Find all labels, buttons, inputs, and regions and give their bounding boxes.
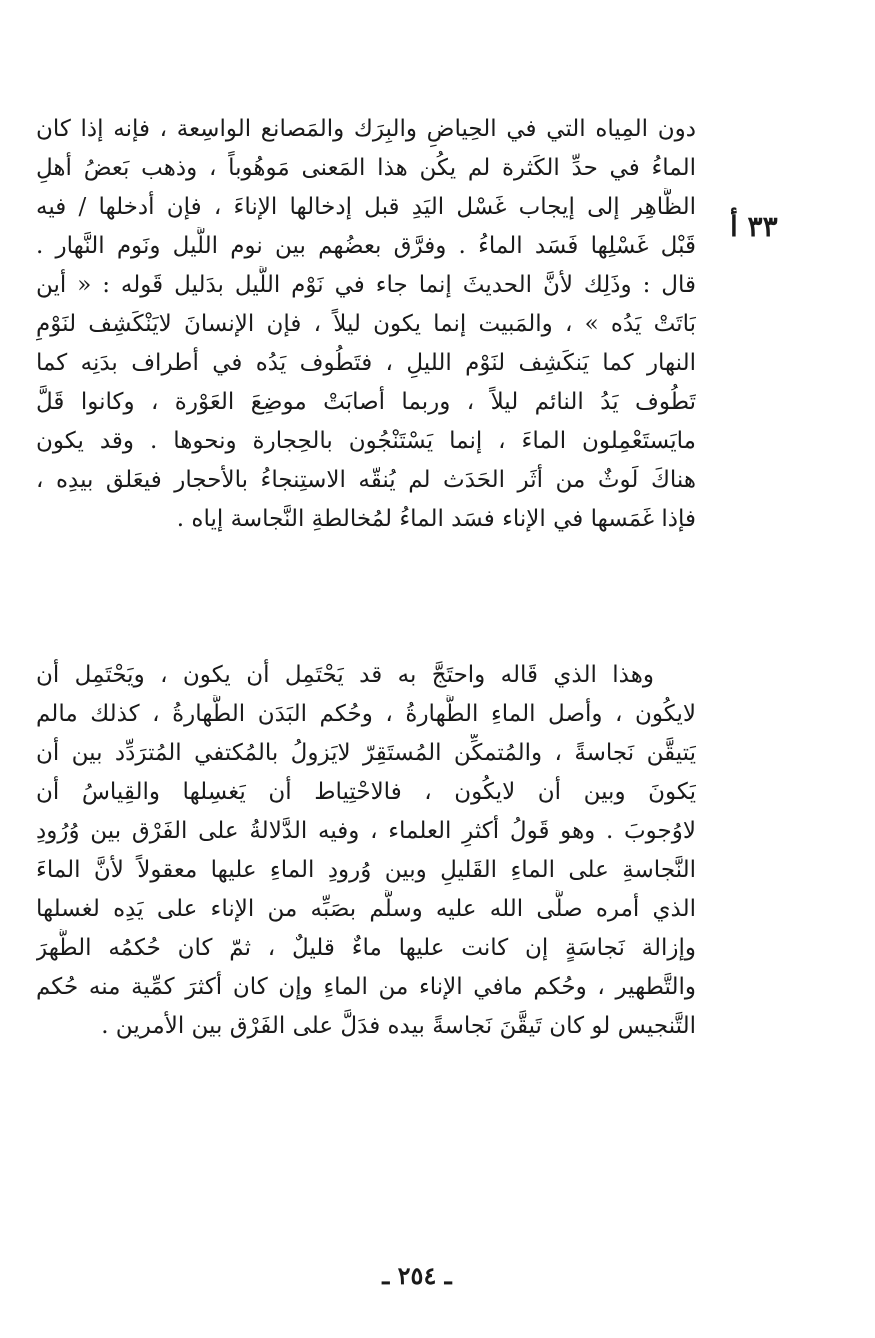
text-line: قال : وذَلِك لأنَّ الحديثَ إنما جاء في نَوْم اللَّيل بدَليل قَوله : « أين bbox=[36, 272, 696, 298]
text-line: الذي أمره صلَّى الله عليه وسلَّم بصَبِّه من الإناء على يَدِه لغسلها bbox=[36, 896, 696, 922]
text-line: والتَّطهير ، وحُكم مافي الإناء من الماءِ وإن كان أكثرَ كمِّية منه حُكم bbox=[36, 974, 696, 1000]
text-line: النَّجاسةِ على الماءِ القَليلِ وبين وُرودِ الماءِ عليها معقولاً لأنَّ الماءَ bbox=[36, 857, 696, 883]
text-line: وإزالة نَجاسَةٍ إن كانت عليها ماءٌ قليلٌ ، ثمّ كان حُكمُه الطُّهرَ bbox=[36, 935, 696, 961]
text-line: الظَّاهِر إلى إيجاب غَسْل اليَدِ قبل إدخالها الإناءَ ، فإن أدخلها / فيه bbox=[36, 194, 696, 220]
text-line: دون المِياه التي في الحِياضِ والبِرَك والمَصانع الواسِعة ، فإنه إذا كان bbox=[36, 116, 696, 142]
text-line: التَّنجيس لو كان تَيقَّنَ نَجاسةً بيده فدَلَّ على الفَرْق بين الأمرين . bbox=[101, 1013, 696, 1039]
text-line: مايَستَعْمِلون الماءَ ، إنما يَسْتَنْجُون بالحِجارة ونحوها . وقد يكون bbox=[36, 428, 696, 454]
text-line: بَاتَتْ يَدُه » ، والمَبيت إنما يكون ليلاً ، فإن الإنسانَ لايَنْكَشِف لنَوْمِ bbox=[36, 311, 696, 337]
text-line: يَكونَ وبين أن لايكُون ، فالاحْتِياط أن يَغسِلها والقِياسُ أن bbox=[36, 779, 696, 805]
text-line: فإذا غَمَسها في الإناء فسَد الماءُ لمُخالطةِ النَّجاسة إياه . bbox=[176, 506, 696, 532]
text-line: هناكَ لَوثٌ من أثَر الحَدَث لم يُنقّه الاستِنجاءُ بالأحجار فيعَلق بيدِه ، bbox=[36, 467, 696, 493]
text-line: قَبْل غَسْلِها فَسَد الماءُ . وفرَّق بعضُهم بين نوم اللَّيل ونَوم النَّهار . bbox=[36, 233, 696, 259]
text-line: النهار كما يَنكَشِف لنَوْم الليلِ ، فتَطُوف يَدُه في أطراف بدَنِه كما bbox=[36, 350, 696, 376]
paragraph-2 bbox=[36, 656, 696, 1046]
text-line: وهذا الذي قَاله واحتَجَّ به قد يَحْتَمِل أن يكون ، ويَحْتَمِل أن bbox=[36, 662, 654, 688]
text-line: لايكُون ، وأصل الماءِ الطَّهارةُ ، وحُكم البَدَن الطَّهارةُ ، كذلك مالم bbox=[36, 701, 696, 727]
text-line: لاوُجوبَ . وهو قَولُ أكثرِ العلماء ، وفيه الدَّلالةُ على الفَرْق بين وُرُودِ bbox=[36, 818, 696, 844]
text-line: يَتيقَّن نَجاسةً ، والمُتمكِّن المُستَقِرّ لايَزولُ بالمُكتفي المُترَدِّد بين أن bbox=[36, 740, 696, 766]
text-line: الماءُ في حدِّ الكَثرة لم يكُن هذا المَعنى مَوهُوباً ، وذهب بَعضُ أهلِ bbox=[36, 155, 696, 181]
page-number: ـ ٢٥٤ ـ bbox=[382, 1261, 452, 1290]
paragraph-1 bbox=[36, 110, 696, 539]
text-line: تَطُوف يَدُ النائم ليلاً ، وربما أصابَتْ موضِعَ العَوْرة ، وكانوا قَلَّ bbox=[36, 389, 696, 415]
manuscript-folio-marker: ٣٣ أ bbox=[730, 210, 778, 243]
